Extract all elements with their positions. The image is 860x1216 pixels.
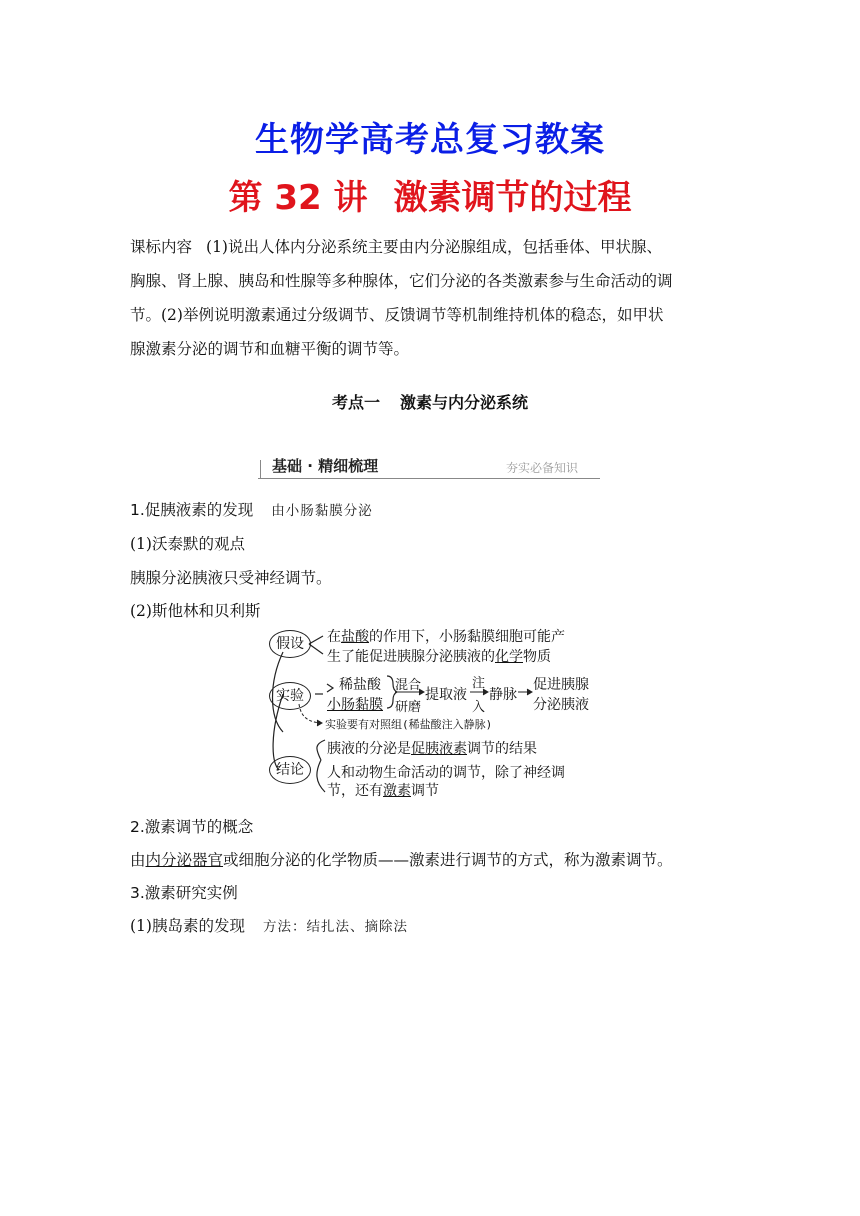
hyp-l1-post: 的作用下，小肠黏膜细胞可能产 <box>369 629 565 645</box>
hyp-l1-ul: 盐酸 <box>341 629 369 645</box>
conclusion-line-2: 人和动物生命活动的调节，除了神经调 <box>327 765 565 781</box>
hypothesis-oval: 假设 <box>269 630 311 658</box>
exp-input-1: 稀盐酸 <box>339 677 381 693</box>
banner-main: 基础 · 精细梳理 <box>272 457 379 475</box>
heading-2-text <box>130 848 673 870</box>
conclusion-line-3 <box>327 780 439 800</box>
section-banner <box>258 452 600 482</box>
exp-inject-2: 入 <box>472 700 486 715</box>
heading-3-1-note: 方法：结扎法、摘除法 <box>262 919 408 935</box>
heading-1-1-text: 胰腺分泌胰液只受神经调节。 <box>130 569 332 587</box>
curriculum-label: 课标内容 <box>130 238 193 256</box>
hyp-l1-pre: 在 <box>327 629 341 645</box>
conclusion-oval: 结论 <box>269 756 311 784</box>
exp-inject-1: 注 <box>472 676 486 691</box>
conc-l1-ul: 促胰液素 <box>411 741 467 757</box>
curriculum-paragraph <box>130 230 734 366</box>
section-name: 激素与内分泌系统 <box>400 393 529 412</box>
secretin-diagram <box>265 622 605 802</box>
hyp-l2-pre: 生了能促进胰腺分泌胰液的 <box>327 649 495 665</box>
exp-result-1: 促进胰腺 <box>533 677 589 693</box>
heading-1-text: 1.促胰液素的发现 <box>130 501 254 519</box>
conc-l3-post: 调节 <box>411 783 439 799</box>
hypothesis-line-2 <box>327 646 551 666</box>
heading-3-1-text: (1)胰岛素的发现 <box>130 917 245 935</box>
conc-l1-pre: 胰液的分泌是 <box>327 741 411 757</box>
heading-2: 2.激素调节的概念 <box>130 818 254 836</box>
lecture-number: 第 32 讲 <box>228 178 368 218</box>
exp-input-2: 小肠黏膜 <box>327 697 383 713</box>
exp-vein: 静脉 <box>489 687 517 703</box>
exp-mix-1: 混合 <box>395 678 422 693</box>
heading-3: 3.激素研究实例 <box>130 884 238 902</box>
conc-l3-pre: 节，还有 <box>327 783 383 799</box>
experiment-oval: 实验 <box>269 682 311 710</box>
doc-title: 生物学高考总复习教案 <box>255 120 605 160</box>
curriculum-line: 节。(2)举例说明激素通过分级调节、反馈调节等机制维持机体的稳态，如甲状 <box>130 306 664 324</box>
banner-sub: 夯实必备知识 <box>506 461 579 475</box>
heading-1-2: (2)斯他林和贝利斯 <box>130 602 261 620</box>
banner-tick <box>260 460 261 478</box>
lecture-name: 激素调节的过程 <box>393 178 632 218</box>
heading-1-note: 由小肠黏膜分泌 <box>271 503 373 519</box>
h2-underlined: 内分泌器官 <box>145 851 224 869</box>
conc-l1-post: 调节的结果 <box>467 741 537 757</box>
section-part: 考点一 <box>331 393 380 412</box>
exp-mix-2: 研磨 <box>395 700 422 715</box>
curriculum-line: 胸腺、肾上腺、胰岛和性腺等多种腺体，它们分泌的各类激素参与生命活动的调 <box>130 272 673 290</box>
heading-3-1 <box>130 914 408 936</box>
hyp-l2-ul: 化学 <box>495 649 523 665</box>
heading-1 <box>130 498 373 520</box>
hyp-l2-post: 物质 <box>523 649 551 665</box>
conc-l3-ul: 激素 <box>383 783 411 799</box>
h2-pre: 由 <box>130 851 146 869</box>
exp-note: 实验要有对照组(稀盐酸注入静脉) <box>325 718 493 731</box>
h2-post: 或细胞分泌的化学物质——激素进行调节的方式，称为激素调节。 <box>223 851 673 869</box>
heading-1-1: (1)沃泰默的观点 <box>130 535 245 553</box>
banner-rule <box>258 478 600 479</box>
lecture-title <box>0 170 860 219</box>
exp-result-2: 分泌胰液 <box>533 697 589 713</box>
hypothesis-line-1 <box>327 626 565 646</box>
conclusion-line-1 <box>327 738 537 758</box>
curriculum-line: (1)说出人体内分泌系统主要由内分泌腺组成，包括垂体、甲状腺、 <box>206 238 662 256</box>
exp-extract: 提取液 <box>425 687 467 703</box>
curriculum-line: 腺激素分泌的调节和血糖平衡的调节等。 <box>130 340 410 358</box>
section-heading <box>0 390 860 413</box>
